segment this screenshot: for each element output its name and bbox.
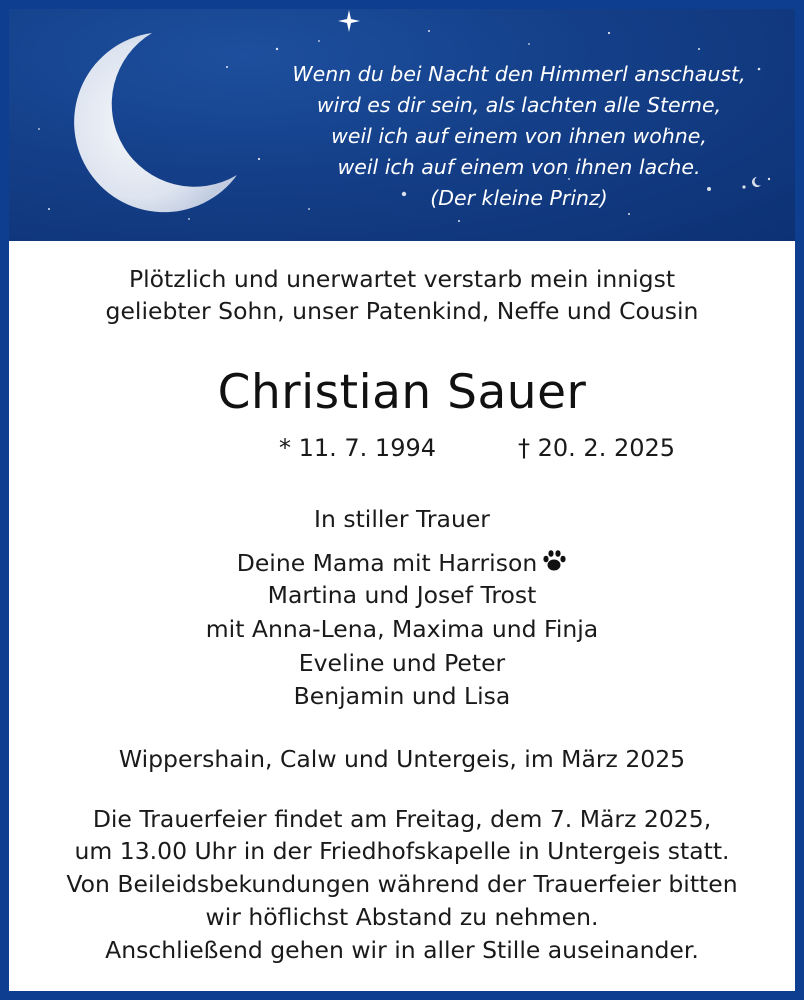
little-prince-quote	[239, 59, 795, 214]
quote-line: Wenn du bei Nacht den Himmerl anschaust,	[292, 62, 746, 86]
funeral-line: Anschließend gehen wir in aller Stille auseinander.	[105, 936, 699, 964]
mourner-line: Martina und Josef Trost	[267, 581, 537, 609]
intro-line: geliebter Sohn, unser Patenkind, Neffe und Cousin	[105, 297, 699, 325]
birth-date: * 11. 7. 1994	[278, 434, 436, 462]
mourners-heading: In stiller Trauer	[314, 505, 490, 533]
mourner-line: Eveline und Peter	[298, 649, 506, 677]
deceased-name: Christian Sauer	[217, 365, 587, 420]
night-sky-header	[9, 9, 795, 241]
intro-line: Plötzlich und unerwartet verstarb mein innigst	[128, 265, 676, 293]
death-date: † 20. 2. 2025	[518, 434, 676, 462]
funeral-line: um 13.00 Uhr in der Friedhofskapelle in Untergeis statt.	[74, 837, 730, 865]
mourner-line	[9, 547, 795, 579]
funeral-line: Von Beileidsbekundungen während der Trauerfeier bitten	[66, 870, 738, 898]
quote-line: weil ich auf einem von ihnen lache.	[337, 155, 701, 179]
quote-line: wird es dir sein, als lachten alle Sterne,	[316, 93, 722, 117]
mourner-line: Benjamin und Lisa	[293, 682, 511, 710]
quote-line: weil ich auf einem von ihnen wohne,	[331, 124, 707, 148]
quote-attribution: (Der kleine Prinz)	[430, 186, 608, 210]
funeral-line: Die Trauerfeier findet am Freitag, dem 7. März 2025,	[92, 805, 712, 833]
mourner-line: mit Anna-Lena, Maxima und Finja	[205, 615, 599, 643]
place-and-date: Wippershain, Calw und Untergeis, im März 2025	[118, 745, 686, 773]
sparkle-star-icon	[338, 10, 360, 32]
mourner-name: Deine Mama mit Harrison	[236, 549, 538, 577]
paw-print-icon	[541, 548, 567, 574]
life-dates	[9, 432, 795, 464]
crescent-moon-icon	[74, 33, 237, 212]
funeral-line: wir höflichst Abstand zu nehmen.	[205, 903, 599, 931]
